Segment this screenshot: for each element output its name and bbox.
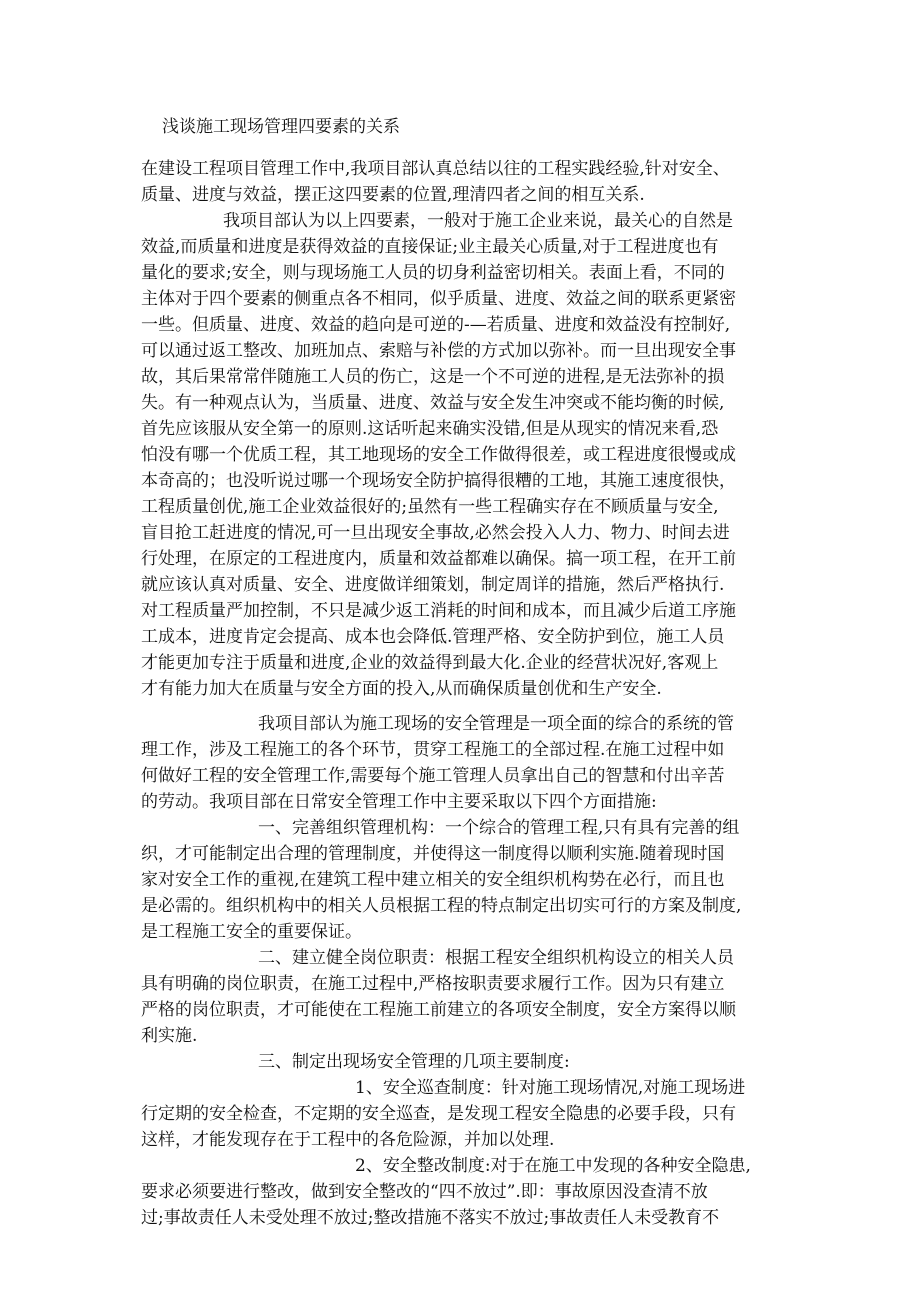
paragraph-line: 首先应该服从安全第一的原则.这话听起来确实没错,但是从现实的情况来看,恐: [141, 419, 719, 439]
paragraph-line: 1、安全巡查制度：针对施工现场情况,对施工现场进: [355, 1078, 746, 1098]
document-title: 浅谈施工现场管理四要素的关系: [162, 117, 400, 137]
paragraph-line: 行处理，在原定的工程进度内，质量和效益都难以确保。搞一项工程，在开工前: [141, 549, 736, 569]
paragraph-line: 对工程质量严加控制，不只是减少返工消耗的时间和成本，而且减少后道工序施: [141, 601, 736, 621]
paragraph-line: 行定期的安全检查，不定期的安全巡查，是发现工程安全隐患的必要手段，只有: [141, 1104, 736, 1124]
paragraph-line: 才能更加专注于质量和进度,企业的效益得到最大化.企业的经营状况好,客观上: [141, 653, 719, 673]
paragraph-line: 质量、进度与效益，摆正这四要素的位置,理清四者之间的相互关系.: [141, 185, 645, 205]
paragraph-line: 故，其后果常常伴随施工人员的伤亡，这是一个不可逆的进程,是无法弥补的损: [141, 367, 725, 387]
paragraph-line: 可以通过返工整改、加班加点、索赔与补偿的方式加以弥补。而一旦出现安全事: [141, 341, 736, 361]
paragraph-line: 一、完善组织管理机构：一个综合的管理工程,只有具有完善的组: [258, 818, 740, 838]
paragraph-line: 主体对于四个要素的侧重点各不相同，似乎质量、进度、效益之间的联系更紧密: [141, 289, 736, 309]
paragraph-line: 在建设工程项目管理工作中,我项目部认真总结以往的工程实践经验,针对安全、: [141, 159, 730, 179]
paragraph-line: 本奇高的；也没听说过哪一个现场安全防护搞得很糟的工地，其施工速度很快，: [141, 471, 736, 491]
paragraph-line: 工程质量创优,施工企业效益很好的;虽然有一些工程确实存在不顾质量与安全,: [141, 497, 719, 517]
paragraph-line: 工成本，进度肯定会提高、成本也会降低.管理严格、安全防护到位，施工人员: [141, 627, 725, 647]
paragraph-line: 二、建立健全岗位职责：根据工程安全组织机构设立的相关人员: [258, 948, 734, 968]
paragraph-line: 具有明确的岗位职责，在施工过程中,严格按职责要求履行工作。因为只有建立: [141, 974, 725, 994]
paragraph-line: 要求必须要进行整改，做到安全整改的“四不放过”.即：事故原因没查清不放: [141, 1182, 708, 1202]
paragraph-line: 我项目部认为以上四要素，一般对于施工企业来说，最关心的自然是: [223, 211, 733, 231]
paragraph-line: 失。有一种观点认为，当质量、进度、效益与安全发生冲突或不能均衡的时候,: [141, 393, 725, 413]
paragraph-line: 2、安全整改制度:对于在施工中发现的各种安全隐患,: [355, 1156, 751, 1176]
paragraph-line: 这样，才能发现存在于工程中的各危险源，并加以处理.: [141, 1130, 555, 1150]
paragraph-line: 盲目抢工赶进度的情况,可一旦出现安全事故,必然会投入人力、物力、时间去进: [141, 523, 730, 543]
paragraph-line: 才有能力加大在质量与安全方面的投入,从而确保质量创优和生产安全.: [141, 679, 662, 699]
paragraph-line: 何做好工程的安全管理工作,需要每个施工管理人员拿出自己的智慧和付出辛苦: [141, 766, 725, 786]
paragraph-line: 是必需的。组织机构中的相关人员根据工程的特点制定出切实可行的方案及制度,: [141, 896, 742, 916]
paragraph-line: 量化的要求;安全，则与现场施工人员的切身利益密切相关。表面上看，不同的: [141, 263, 725, 283]
paragraph-line: 过;事故责任人未受处理不放过;整改措施不落实不放过;事故责任人未受教育不: [141, 1208, 720, 1228]
paragraph-line: 家对安全工作的重视,在建筑工程中建立相关的安全组织机构势在必行，而且也: [141, 870, 725, 890]
paragraph-line: 是工程施工安全的重要保证。: [141, 922, 362, 942]
paragraph-line: 一些。但质量、进度、效益的趋向是可逆的-—若质量、进度和效益没有控制好,: [141, 315, 731, 335]
paragraph-line: 我项目部认为施工现场的安全管理是一项全面的综合的系统的管: [258, 714, 734, 734]
paragraph-line: 怕没有哪一个优质工程，其工地现场的安全工作做得很差，或工程进度很慢或成: [141, 445, 736, 465]
paragraph-line: 效益,而质量和进度是获得效益的直接保证;业主最关心质量,对于工程进度也有: [141, 237, 719, 257]
paragraph-line: 就应该认真对质量、安全、进度做详细策划，制定周详的措施，然后严格执行.: [141, 575, 725, 595]
paragraph-line: 的劳动。我项目部在日常安全管理工作中主要采取以下四个方面措施:: [141, 792, 657, 812]
paragraph-line: 严格的岗位职责，才可能使在工程施工前建立的各项安全制度，安全方案得以顺: [141, 1000, 736, 1020]
paragraph-line: 理工作，涉及工程施工的各个环节，贯穿工程施工的全部过程.在施工过程中如: [141, 740, 725, 760]
paragraph-line: 织，才可能制定出合理的管理制度，并使得这一制度得以顺利实施.随着现时国: [141, 844, 725, 864]
paragraph-line: 三、制定出现场安全管理的几项主要制度:: [258, 1052, 570, 1072]
paragraph-line: 利实施.: [141, 1026, 198, 1046]
